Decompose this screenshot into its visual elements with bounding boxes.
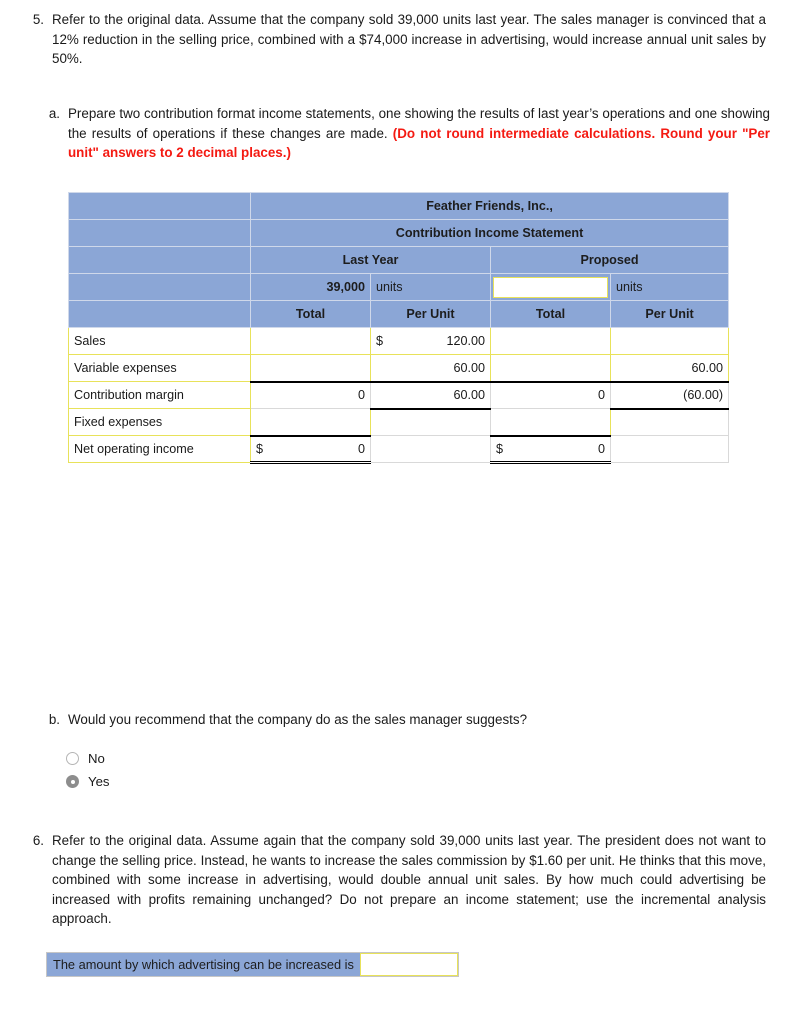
scenario-header-proposed: Proposed	[491, 247, 729, 274]
contribution-margin-proposed-total: 0	[491, 382, 611, 409]
scenario-header-last-year: Last Year	[251, 247, 491, 274]
units-last-year-value: 39,000	[251, 274, 371, 301]
net-operating-income-last-year-value: 0	[357, 441, 365, 456]
net-operating-income-proposed-value: 0	[597, 441, 605, 456]
column-header-spacer-cell	[69, 301, 251, 328]
advertising-answer-label: The amount by which advertising can be increased is	[47, 953, 360, 976]
variable-expenses-last-year-per-unit[interactable]: 60.00	[371, 355, 491, 382]
fixed-expenses-proposed-per-unit	[611, 409, 729, 436]
table-row	[69, 436, 729, 463]
units-proposed-label: units	[611, 274, 729, 301]
column-header-last-year-per-unit: Per Unit	[371, 301, 491, 328]
table-row-title	[69, 220, 729, 247]
sales-last-year-total[interactable]	[251, 328, 371, 355]
question-5-text: Refer to the original data. Assume that the company sold 39,000 units last year. The sales manager is convinced that a 12% reduction in the selling price, combined with a $74,000 increase in advertising, would increase annual unit sales by 50%.	[52, 12, 766, 66]
radio-option-yes[interactable]	[66, 771, 110, 792]
variable-expenses-last-year-total[interactable]	[251, 355, 371, 382]
company-name-cell: Feather Friends, Inc.,	[251, 193, 729, 220]
recommendation-radio-group[interactable]	[66, 748, 110, 794]
variable-expenses-proposed-per-unit[interactable]: 60.00	[611, 355, 729, 382]
fixed-expenses-proposed-total[interactable]	[491, 409, 611, 436]
question-5a-prompt: Prepare two contribution format income statements, one showing the results of last year’s operations and one showing the results of operations if these changes are made.	[68, 106, 770, 141]
table-row-scenarios	[69, 247, 729, 274]
net-operating-income-proposed-currency: $	[496, 441, 504, 456]
advertising-answer-row	[46, 952, 459, 977]
radio-selected-icon[interactable]	[66, 775, 79, 788]
radio-unselected-icon[interactable]	[66, 752, 79, 765]
sales-last-year-per-unit-value: 120.00	[446, 334, 485, 348]
net-operating-income-proposed-per-unit	[611, 436, 729, 463]
scenario-spacer-cell	[69, 247, 251, 274]
row-label-contribution-margin[interactable]: Contribution margin	[69, 382, 251, 409]
question-5b-text: Would you recommend that the company do as the sales manager suggests?	[68, 712, 528, 727]
net-operating-income-last-year-per-unit	[371, 436, 491, 463]
title-spacer-cell	[69, 220, 251, 247]
net-operating-income-proposed-total	[491, 436, 611, 463]
contribution-income-statement-table	[68, 192, 729, 464]
contribution-margin-last-year-total: 0	[251, 382, 371, 409]
question-6	[18, 831, 766, 929]
row-label-fixed-expenses[interactable]: Fixed expenses	[69, 409, 251, 436]
sales-last-year-per-unit[interactable]	[371, 328, 491, 355]
sales-proposed-total[interactable]	[491, 328, 611, 355]
variable-expenses-proposed-total[interactable]	[491, 355, 611, 382]
fixed-expenses-last-year-per-unit	[371, 409, 491, 436]
question-5a	[40, 104, 770, 163]
column-header-proposed-total: Total	[491, 301, 611, 328]
table-row-column-headers	[69, 301, 729, 328]
radio-option-no-label: No	[88, 751, 105, 766]
column-header-last-year-total: Total	[251, 301, 371, 328]
radio-option-no[interactable]	[66, 748, 110, 769]
contribution-margin-last-year-per-unit: 60.00	[371, 382, 491, 409]
units-proposed-input-cell[interactable]	[491, 274, 611, 301]
row-label-variable-expenses[interactable]: Variable expenses	[69, 355, 251, 382]
units-spacer-cell	[69, 274, 251, 301]
table-row	[69, 409, 729, 436]
table-row	[69, 355, 729, 382]
question-5a-rounding-note: (Do not round intermediate calculations. Round your "Per unit" answers to 2 decimal places.)	[68, 125, 771, 160]
question-5	[18, 10, 766, 69]
question-6-text: Refer to the original data. Assume again that the company sold 39,000 units last year. The president does not want to change the selling price. Instead, he wants to increase the sales commission by $1.60 per unit. He thinks that this move, combined with some increase in advertising, would double annual unit sales. By how much could advertising be increased with profits remaining unchanged? Do not prepare an income statement; use the incremental analysis approach.	[52, 833, 766, 926]
advertising-answer-input[interactable]	[360, 953, 458, 976]
question-5b	[40, 710, 660, 730]
question-6-number: 6.	[32, 833, 44, 848]
table-row-company	[69, 193, 729, 220]
units-last-year-label: units	[371, 274, 491, 301]
question-5-number: 5.	[32, 12, 44, 27]
company-spacer-cell	[69, 193, 251, 220]
column-header-proposed-per-unit: Per Unit	[611, 301, 729, 328]
units-proposed-input[interactable]	[493, 277, 608, 298]
question-5b-number: b.	[48, 712, 60, 727]
sales-last-year-per-unit-currency: $	[376, 334, 384, 348]
contribution-margin-proposed-per-unit: (60.00)	[611, 382, 729, 409]
question-5a-number: a.	[48, 106, 60, 121]
table-row	[69, 382, 729, 409]
statement-title-cell: Contribution Income Statement	[251, 220, 729, 247]
table-row	[69, 328, 729, 355]
net-operating-income-last-year-total	[251, 436, 371, 463]
row-label-net-operating-income[interactable]: Net operating income	[69, 436, 251, 463]
row-label-sales[interactable]: Sales	[69, 328, 251, 355]
question-5a-text	[68, 104, 770, 163]
table-row-units	[69, 274, 729, 301]
net-operating-income-last-year-currency: $	[256, 441, 264, 456]
radio-option-yes-label: Yes	[88, 774, 110, 789]
sales-proposed-per-unit[interactable]	[611, 328, 729, 355]
fixed-expenses-last-year-total[interactable]	[251, 409, 371, 436]
